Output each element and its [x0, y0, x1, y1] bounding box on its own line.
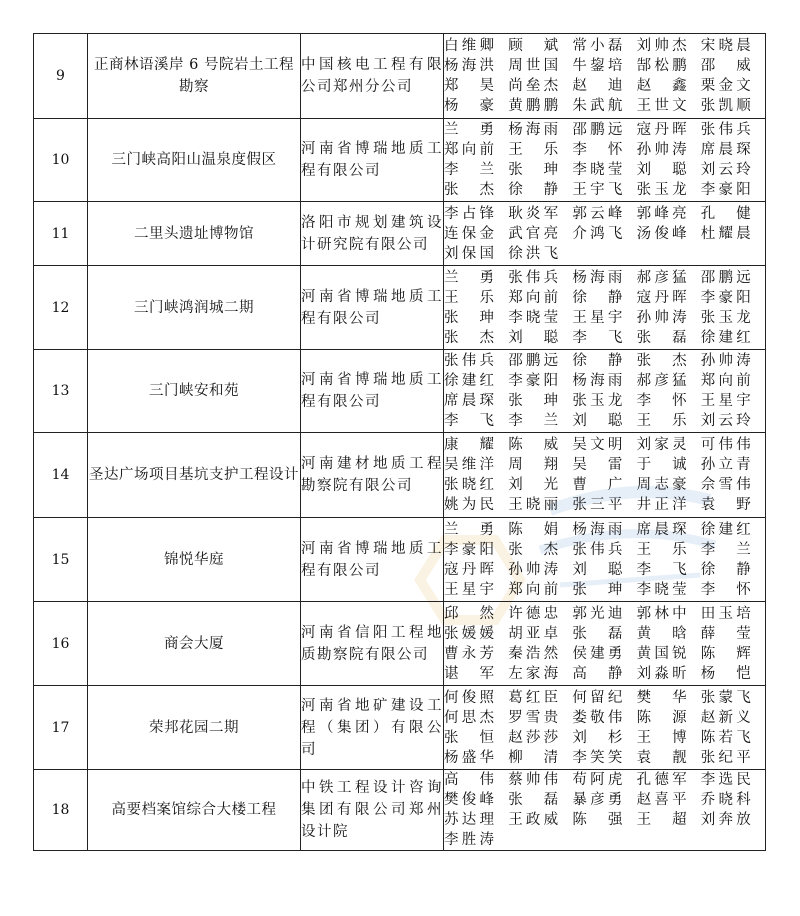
member-name: 罗雪贵: [508, 709, 559, 726]
member-name: 郑向前: [700, 373, 751, 389]
member-name: 左家海: [508, 665, 559, 682]
project-table: [33, 33, 766, 851]
member-name: 刘淼昕: [636, 665, 687, 682]
member-name: 孔德军: [636, 772, 687, 788]
member-names-cell: [444, 770, 766, 851]
member-name: 寇丹晖: [444, 561, 494, 578]
project-name: 荣邦花园二期: [88, 686, 301, 770]
member-name: 张伟兵: [572, 541, 623, 558]
member-name: 邵鹏远: [508, 353, 559, 369]
member-name: 刘 聪: [572, 413, 623, 429]
member-name: 汤俊峰: [636, 225, 687, 242]
member-name: 郭光迪: [572, 605, 623, 622]
member-name: 孙立青: [700, 457, 751, 473]
member-name: 王 博: [636, 729, 687, 746]
member-name: 李 怀: [700, 581, 751, 598]
member-name: 郭峰亮: [636, 205, 687, 222]
member-names-grid: [444, 520, 765, 600]
member-name: 张 珅: [444, 309, 494, 326]
member-name: 顾 斌: [508, 38, 559, 54]
project-name: 高要档案馆综合大楼工程: [88, 770, 301, 851]
member-name: 杨海雨: [572, 269, 623, 286]
member-name: 何留纪: [572, 689, 623, 706]
member-name: 张伟兵: [444, 353, 494, 369]
member-name: 徐建红: [700, 521, 751, 538]
member-names-grid: [444, 36, 765, 116]
row-number: 11: [34, 202, 88, 266]
member-name: 张 杰: [444, 182, 494, 198]
member-name: 李 兰: [700, 541, 751, 558]
member-name: 耿炎军: [508, 205, 559, 222]
member-name: 娄敬伟: [572, 709, 623, 726]
unit-name: 河南省博瑞地质工程有限公司: [301, 518, 444, 602]
member-name: 王 乐: [636, 413, 687, 429]
member-name: 郭云峰: [572, 205, 623, 222]
member-name: 黄国锐: [636, 645, 687, 662]
member-name: 刘 聪: [508, 329, 559, 346]
member-name: 连保金: [444, 225, 494, 242]
member-name: 李 兰: [444, 162, 494, 178]
member-name: 武官亮: [508, 225, 559, 242]
member-name: 苏达理: [444, 812, 494, 828]
project-name: 三门峡安和苑: [88, 350, 301, 433]
member-name: 郑向前: [508, 581, 559, 598]
member-name: 王星宇: [444, 581, 494, 598]
project-name: 二里头遗址博物馆: [88, 202, 301, 266]
member-name: 徐 静: [572, 289, 623, 306]
member-name: 张 珅: [572, 581, 623, 598]
member-name: 兰 勇: [444, 269, 494, 286]
row-number: 14: [34, 433, 88, 518]
member-name: 李豪阳: [700, 289, 751, 306]
member-name: 杨海雨: [508, 122, 559, 138]
member-name: 暴彦勇: [572, 792, 623, 808]
member-name: 张媛媛: [444, 625, 494, 642]
member-name: 可伟伟: [700, 437, 751, 453]
unit-name: 河南省信阳工程地质勘察院有限公司: [301, 602, 444, 686]
row-number: 18: [34, 770, 88, 851]
member-name: 刘云玲: [700, 162, 751, 178]
member-name: 李 怀: [636, 393, 687, 409]
member-name: 佘雪伟: [700, 477, 751, 493]
member-name: 杨海雨: [572, 521, 623, 538]
member-name: 刘 光: [508, 477, 559, 493]
row-number: 17: [34, 686, 88, 770]
member-names-cell: [444, 686, 766, 770]
member-name: 张 珅: [508, 162, 559, 178]
member-name: 杨 恺: [700, 665, 751, 682]
member-name: 张 磊: [636, 329, 687, 346]
member-name: 李胜涛: [444, 832, 494, 848]
row-number: 13: [34, 350, 88, 433]
row-number: 15: [34, 518, 88, 602]
member-names-cell: [444, 350, 766, 433]
member-name: 张 珅: [508, 393, 559, 409]
member-name: 徐洪飞: [508, 245, 559, 262]
member-name: 介鸿飞: [572, 225, 623, 242]
member-names-grid: [444, 351, 765, 431]
member-name: 周志豪: [636, 477, 687, 493]
member-name: 陈 辉: [700, 645, 751, 662]
member-name: 孙帅涛: [700, 353, 751, 369]
member-name: 胡亚卓: [508, 625, 559, 642]
member-name: 郜松鹏: [636, 58, 687, 74]
member-name: 张伟兵: [700, 122, 751, 138]
member-name: 黄鹏鹏: [508, 98, 559, 114]
member-name: 郝彦猛: [636, 269, 687, 286]
member-name: 柳 清: [508, 749, 559, 766]
member-name: 徐 静: [700, 561, 751, 578]
member-name: 乔晓科: [700, 792, 751, 808]
member-name: 孔 健: [700, 205, 751, 222]
member-name: 袁 靓: [636, 749, 687, 766]
member-names-cell: [444, 518, 766, 602]
member-name: 于 诚: [636, 457, 687, 473]
row-number: 9: [34, 34, 88, 119]
member-name: 刘家灵: [636, 437, 687, 453]
project-name: 正商林语溪岸 6 号院岩土工程勘察: [88, 34, 301, 119]
member-name: 张伟兵: [508, 269, 559, 286]
member-name: 吴维洋: [444, 457, 494, 473]
row-number: 12: [34, 266, 88, 350]
member-name: 李选民: [700, 772, 751, 788]
member-name: 常小磊: [572, 38, 623, 54]
member-name: 杨盛华: [444, 749, 494, 766]
member-name: 王星宇: [572, 309, 623, 326]
member-name: 杨海洪: [444, 58, 494, 74]
member-name: 葛红臣: [508, 689, 559, 706]
member-name: 姚为民: [444, 497, 494, 513]
project-name: 商会大厦: [88, 602, 301, 686]
member-names-grid: [444, 770, 765, 850]
member-name: 高 伟: [444, 772, 494, 788]
project-name: 锦悦华庭: [88, 518, 301, 602]
member-name: 孙帅涛: [636, 142, 687, 158]
member-names-cell: [444, 433, 766, 518]
table-row: [34, 602, 766, 686]
member-name: 邵鹏远: [700, 269, 751, 286]
member-name: 张 磊: [508, 792, 559, 808]
member-name: 康 耀: [444, 437, 494, 453]
member-name: 邵鹏远: [572, 122, 623, 138]
member-name: 陈 威: [508, 437, 559, 453]
member-name: 刘保国: [444, 245, 494, 262]
member-name: 蔡帅伟: [508, 772, 559, 788]
member-name: 赵新义: [700, 709, 751, 726]
member-name: 寇丹晖: [636, 289, 687, 306]
member-name: 王政威: [508, 812, 559, 828]
member-name: 张 磊: [572, 625, 623, 642]
member-name: 朱武航: [572, 98, 623, 114]
table-row: [34, 433, 766, 518]
member-name: 张凯顺: [700, 98, 751, 114]
member-name: 侯建勇: [572, 645, 623, 662]
unit-name: 中国核电工程有限公司郑州分公司: [301, 34, 444, 119]
table-row: [34, 34, 766, 119]
member-name: 刘奔放: [700, 812, 751, 828]
member-name: 徐 静: [572, 353, 623, 369]
member-names-grid: [444, 204, 765, 264]
member-names-cell: [444, 266, 766, 350]
member-name: 张蒙飞: [700, 689, 751, 706]
project-name: 圣达广场项目基坑支护工程设计: [88, 433, 301, 518]
member-name: 王宇飞: [572, 182, 623, 198]
member-name: 王 超: [636, 812, 687, 828]
member-name: 吴 雷: [572, 457, 623, 473]
member-name: 刘帅杰: [636, 38, 687, 54]
member-name: 张 杰: [636, 353, 687, 369]
member-name: 张纪平: [700, 749, 751, 766]
member-name: 曹永芳: [444, 645, 494, 662]
member-name: 尚垒杰: [508, 78, 559, 94]
member-name: 吴文明: [572, 437, 623, 453]
member-name: 黄 晗: [636, 625, 687, 642]
member-name: 张玉龙: [572, 393, 623, 409]
member-name: 樊 华: [636, 689, 687, 706]
member-name: 张玉龙: [636, 182, 687, 198]
member-name: 寇丹晖: [636, 122, 687, 138]
member-name: 杨海雨: [572, 373, 623, 389]
unit-name: 河南省博瑞地质工程有限公司: [301, 266, 444, 350]
member-name: 陈 源: [636, 709, 687, 726]
member-name: 李 飞: [572, 329, 623, 346]
member-names-cell: [444, 602, 766, 686]
member-name: 李豪阳: [444, 541, 494, 558]
member-name: 邱 然: [444, 605, 494, 622]
table-row: [34, 350, 766, 433]
member-name: 薛 莹: [700, 625, 751, 642]
table-row: [34, 266, 766, 350]
unit-name: 河南省博瑞地质工程有限公司: [301, 119, 444, 202]
member-name: 兰 勇: [444, 122, 494, 138]
member-name: 何思杰: [444, 709, 494, 726]
table-row: [34, 686, 766, 770]
member-name: 李 飞: [636, 561, 687, 578]
member-name: 李豪阳: [700, 182, 751, 198]
member-name: 赵莎莎: [508, 729, 559, 746]
member-name: 刘 杉: [572, 729, 623, 746]
member-names-cell: [444, 119, 766, 202]
member-name: 郭林中: [636, 605, 687, 622]
unit-name: 河南省博瑞地质工程有限公司: [301, 350, 444, 433]
member-name: 周世国: [508, 58, 559, 74]
member-name: 郝彦猛: [636, 373, 687, 389]
unit-name: 洛阳市规划建筑设计研究院有限公司: [301, 202, 444, 266]
member-name: 陈 强: [572, 812, 623, 828]
member-name: 杜耀晨: [700, 225, 751, 242]
member-name: 田玉培: [700, 605, 751, 622]
unit-name: 中铁工程设计咨询集团有限公司郑州设计院: [301, 770, 444, 851]
member-name: 高 静: [572, 665, 623, 682]
member-name: 陈 娟: [508, 521, 559, 538]
member-name: 王晓丽: [508, 497, 559, 513]
member-names-grid: [444, 435, 765, 515]
member-name: 杨 豪: [444, 98, 494, 114]
member-name: 席晨琛: [700, 142, 751, 158]
member-name: 王 乐: [444, 289, 494, 306]
member-name: 谌 军: [444, 665, 494, 682]
member-name: 张 杰: [508, 541, 559, 558]
row-number: 10: [34, 119, 88, 202]
member-name: 李笑笑: [572, 749, 623, 766]
member-name: 袁 野: [700, 497, 751, 513]
member-name: 曹 广: [572, 477, 623, 493]
member-name: 张 杰: [444, 329, 494, 346]
member-name: 徐 静: [508, 182, 559, 198]
member-name: 王世文: [636, 98, 687, 114]
member-name: 李晓莹: [572, 162, 623, 178]
member-name: 刘云玲: [700, 413, 751, 429]
member-names-grid: [444, 604, 765, 684]
member-name: 徐建红: [700, 329, 751, 346]
member-name: 王 乐: [636, 541, 687, 558]
unit-name: 河南省地矿建设工程（集团）有限公司: [301, 686, 444, 770]
unit-name: 河南建材地质工程勘察院有限公司: [301, 433, 444, 518]
member-name: 宋晓晨: [700, 38, 751, 54]
member-name: 李晓莹: [508, 309, 559, 326]
member-name: 牛鋆培: [572, 58, 623, 74]
member-name: 李 飞: [444, 413, 494, 429]
member-name: 李 兰: [508, 413, 559, 429]
member-name: 席晨琛: [444, 393, 494, 409]
member-name: 刘 聪: [572, 561, 623, 578]
member-name: 李豪阳: [508, 373, 559, 389]
member-name: 许德忠: [508, 605, 559, 622]
member-name: 郑 昊: [444, 78, 494, 94]
row-number: 16: [34, 602, 88, 686]
table-row: [34, 770, 766, 851]
member-name: 井正洋: [636, 497, 687, 513]
member-name: 孙帅涛: [508, 561, 559, 578]
member-name: 周 翔: [508, 457, 559, 473]
member-name: 苟阿虎: [572, 772, 623, 788]
member-name: 张三平: [572, 497, 623, 513]
member-name: 王星宇: [700, 393, 751, 409]
member-name: 李 怀: [572, 142, 623, 158]
member-names-cell: [444, 202, 766, 266]
member-name: 秦浩然: [508, 645, 559, 662]
member-names-grid: [444, 268, 765, 348]
table-row: [34, 518, 766, 602]
member-name: 郑向前: [508, 289, 559, 306]
project-name: 三门峡鸿润城二期: [88, 266, 301, 350]
member-name: 徐建红: [444, 373, 494, 389]
member-name: 席晨琛: [636, 521, 687, 538]
member-name: 王 乐: [508, 142, 559, 158]
member-name: 李晓莹: [636, 581, 687, 598]
member-name: 张玉龙: [700, 309, 751, 326]
member-name: 郑向前: [444, 142, 494, 158]
project-name: 三门峡高阳山温泉度假区: [88, 119, 301, 202]
member-names-grid: [444, 688, 765, 768]
member-names-grid: [444, 120, 765, 200]
member-name: 张晓红: [444, 477, 494, 493]
member-name: 兰 勇: [444, 521, 494, 538]
member-name: 邵 威: [700, 58, 751, 74]
member-name: 赵喜平: [636, 792, 687, 808]
member-name: 赵 迪: [572, 78, 623, 94]
member-name: 赵 鑫: [636, 78, 687, 94]
member-name: 孙帅涛: [636, 309, 687, 326]
table-row: [34, 202, 766, 266]
member-name: 樊俊峰: [444, 792, 494, 808]
member-name: 陈若飞: [700, 729, 751, 746]
member-name: 白维卿: [444, 38, 494, 54]
member-names-cell: [444, 34, 766, 119]
member-name: 栗金文: [700, 78, 751, 94]
member-name: 何俊照: [444, 689, 494, 706]
member-name: 刘 聪: [636, 162, 687, 178]
member-name: 李占锋: [444, 205, 494, 222]
table-row: [34, 119, 766, 202]
member-name: 张 恒: [444, 729, 494, 746]
